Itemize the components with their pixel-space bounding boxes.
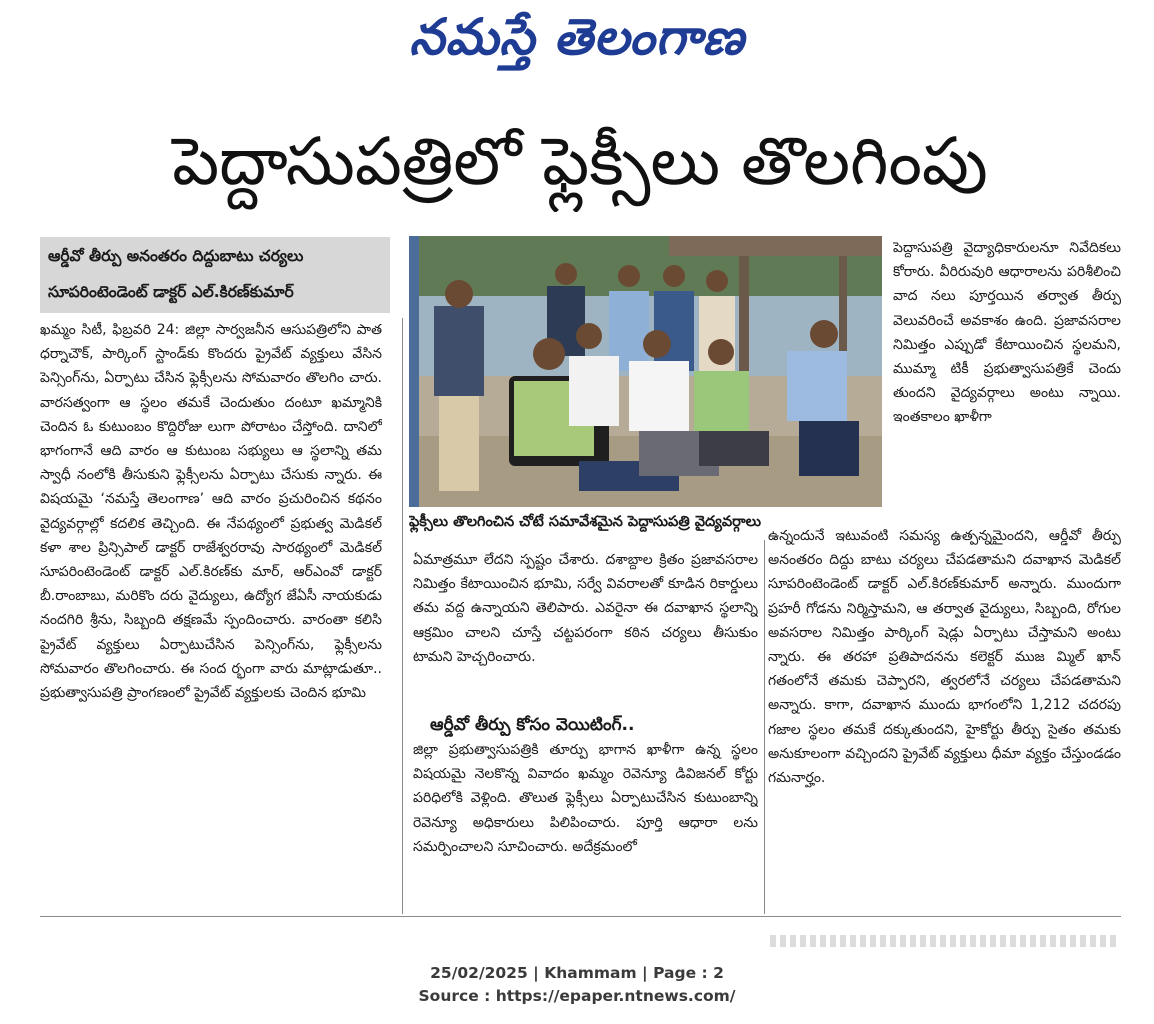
cut-text-line bbox=[770, 935, 1120, 947]
article-headline: పెద్దాసుపత్రిలో ఫ్లెక్సీలు తొలగింపు bbox=[172, 123, 988, 200]
subhead-line-2: సూపరింటెండెంట్ డాక్టర్ ఎల్.కిరణ్‌కుమార్ bbox=[48, 283, 294, 301]
article-column-2: ఏమాత్రమూ లేదని స్పష్టం చేశారు. దశాబ్దాల క్రితం ప్రజావసరాల నిమిత్తం కేటాయించిన భూమి, సర్వే వివరాలతో కూడిన రికార్డులు తమ వద్ద ఉన్నాయని తెలిపారు. ఎవరైనా ఈ దవాఖాన స్థలాన్ని ఆక్రమిం చాలని చూస్తే చట్టపరంగా కఠిన చర్యలు తీసుకుం టామని హెచ్చరించారు. bbox=[413, 552, 758, 665]
article-column-1: ఖమ్మం సిటీ, ఫిబ్రవరి 24: జిల్లా సార్వజనీన ఆసుపత్రిలోని పాత ధర్నాచౌక్, పార్కింగ్ స్టాండ్‌కు కొందరు ప్రైవేట్ వ్యక్తులు వేసిన పెన్సింగ్‌ను, ఏర్పాటు చేసిన ఫ్లెక్సీలను సోమవారం తొలగిం చారు. వారసత్వంగా ఆ స్థలం తమకే చెందుతుం దంటూ ఖమ్మానికి చెందిన ఓ కుటుంబం కొద్దిరోజు లుగా పోరాటం చేస్తోంది. దానిలో భాగంగానే ఆది వారం ఆ కుటుంబ సభ్యులు ఆ స్థలాన్ని తమ స్వాధీ నంలోకి తీసుకుని ఫ్లెక్సీలను ఏర్పాటు చేసుకు న్నారు. ఈ విషయమై ‘నమస్తే తెలంగాణ’ ఆది వారం ప్రచురించిన కథనం వైద్యవర్గాల్లో కదలిక తెచ్చింది. ఈ నేపథ్యంలో ప్రభుత్వ మెడికల్ కళా శాల ప్రిన్సిపాల్ డాక్టర్ రాజేశ్వరరావు సారథ్యంలో మెడికల్ సూపరింటెండెంట్ డాక్టర్ ఎల్.కిరణ్‌కు మార్, ఆర్‌ఎంవో డాక్టర్ బీ.రాంబాబు, మరికొం దరు వైద్యులు, ఉద్యోగ జేఏసీ నాయకుడు నందగిరి శ్రీను, సిబ్బంది తక్షణమే స్పందించారు. వారంతా కలిసి ప్రైవేట్ వ్యక్తులు ఏర్పాటుచేసిన పెన్సింగ్‌ను, ఫ్లెక్సీలను సోమవారం తొలగించారు. ఈ సంద ర్భంగా వారు మాట్లాడుతూ.. ప్రభుత్వాసుపత్రి ప్రాంగణంలో ప్రైవేట్ వ్యక్తులకు చెందిన భూమి bbox=[40, 322, 382, 702]
newspaper-masthead: నమస్తే తెలంగాణ bbox=[409, 8, 745, 66]
subhead-line-1: ఆర్డీవో తీర్పు అనంతరం దిద్దుబాటు చర్యలు bbox=[48, 247, 304, 265]
bottom-rule bbox=[40, 916, 1121, 917]
article-photo bbox=[409, 236, 882, 507]
footer-source: Source : https://epaper.ntnews.com/ bbox=[418, 987, 736, 1005]
article-column-3: ఉన్నందునే ఇటువంటి సమస్య ఉత్పన్నమైందని, ఆర్డీవో తీర్పు అనంతరం దిద్దు బాటు చర్యలు చేపడతామని దవాఖాన మెడికల్ సూపరింటెండెంట్ డాక్టర్ ఎల్.కిరణ్‌కుమార్ అన్నారు. ముందుగా ప్రహరీ గోడను నిర్మిస్తామని, ఆ తర్వాత వైద్యులు, సిబ్బంది, రోగుల అవసరాల నిమిత్తం పార్కింగ్ షెడ్లు ఏర్పాటు చేస్తామని అంటు న్నారు. ఈ తరహా ప్రతిపాదనను కలెక్టర్ ముజ మ్మిల్ ఖాన్ గతంలోనే తమకు చెప్పారని, త్వరలోనే చర్యలు చేపడతామని అన్నారు. కాగా, దవాఖాన ముందు భాగంలోని 1,212 చదరపు గజాల స్థలం తమకే దక్కుతుందని, హైకోర్టు తీర్పు సైతం తమకు అనుకూలంగా వచ్చిందని ప్రైవేట్ వ్యక్తులు ధీమా వ్యక్తం చేస్తుండడం గమనార్హం. bbox=[768, 528, 1121, 787]
section-heading: ఆర్డీవో తీర్పు కోసం వెయిటింగ్.. bbox=[430, 715, 635, 735]
footer-date-edition: 25/02/2025 | Khammam | Page : 2 bbox=[430, 964, 724, 982]
subhead-box bbox=[40, 237, 390, 313]
column-divider bbox=[764, 540, 765, 914]
photo-illustration bbox=[409, 236, 882, 507]
article-column-2-continued: జిల్లా ప్రభుత్వాసుపత్రికి తూర్పు భాగాన ఖాళీగా ఉన్న స్థలం విషయమై నెలకొన్న వివాదం ఖమ్మం రెవెన్యూ డివిజనల్ కోర్టు పరిధిలోకి వెళ్లింది. తొలుత ఫ్లెక్సీలు ఏర్పాటుచేసిన కుటుంబాన్ని రెవెన్యూ అధికారులు పిలిపించారు. పూర్తి ఆధారా లను సమర్పించాలని సూచించారు. అదేక్రమంలో bbox=[413, 742, 758, 855]
photo-caption: ఫ్లెక్సీలు తొలగించిన చోటే సమావేశమైన పెద్దాసుపత్రి వైద్యవర్గాలు bbox=[409, 509, 889, 535]
column-divider bbox=[402, 318, 403, 914]
article-column-3-top: పెద్దాసుపత్రి వైద్యాధికారులనూ నివేదికలు కోరారు. వీరిరువురి ఆధారాలను పరిశీలించి వాద నలు పూర్తయిన తర్వాత తీర్పు వెలువరించే అవకాశం ఉంది. ప్రజావసరాల నిమిత్తం ఎప్పుడో కేటాయించిన స్థలమని, ముమ్మా టికీ ప్రభుత్వాసుపత్రికే చెందు తుందని వైద్యవర్గాలు అంటు న్నాయి. ఇంతకాలం ఖాళీగా bbox=[893, 240, 1121, 426]
